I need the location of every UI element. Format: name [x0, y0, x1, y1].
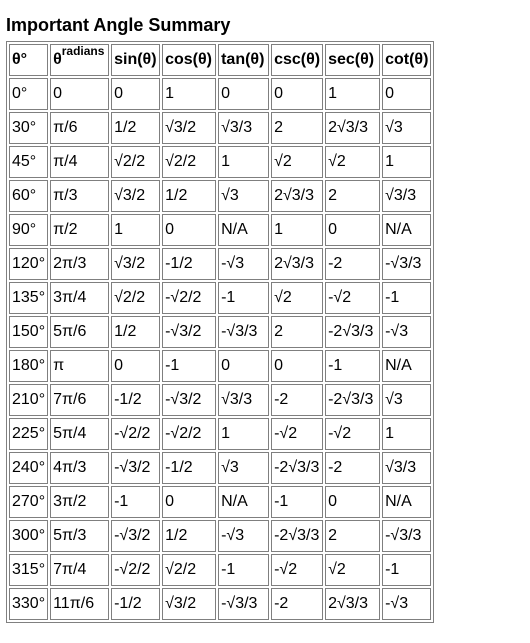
- table-row: [9, 520, 431, 552]
- table-row: [9, 282, 431, 314]
- cos-cell: -√2/2: [162, 282, 216, 314]
- tan-cell: √3: [218, 452, 269, 484]
- radians-cell: π/4: [50, 146, 109, 178]
- sec-cell: 2: [325, 520, 380, 552]
- cos-cell: √3/2: [162, 112, 216, 144]
- cos-cell: 1/2: [162, 180, 216, 212]
- header-tan: [218, 44, 269, 76]
- degrees-cell: 240°: [9, 452, 48, 484]
- cot-cell: 1: [382, 146, 431, 178]
- tan-cell: -1: [218, 282, 269, 314]
- sec-cell: 2: [325, 180, 380, 212]
- header-sin: [111, 44, 160, 76]
- header-label: sec(θ): [328, 51, 375, 68]
- sin-cell: -√3/2: [111, 452, 160, 484]
- cos-cell: -√2/2: [162, 418, 216, 450]
- sec-cell: 2√3/3: [325, 588, 380, 620]
- cos-cell: √2/2: [162, 554, 216, 586]
- csc-cell: -2√3/3: [271, 452, 323, 484]
- degrees-cell: 210°: [9, 384, 48, 416]
- header-radians: [50, 44, 109, 76]
- table-row: [9, 350, 431, 382]
- table-row: [9, 112, 431, 144]
- sec-cell: -2√3/3: [325, 384, 380, 416]
- cot-cell: -1: [382, 282, 431, 314]
- csc-cell: 2√3/3: [271, 248, 323, 280]
- csc-cell: -√2: [271, 554, 323, 586]
- radians-cell: π/6: [50, 112, 109, 144]
- tan-cell: -√3/3: [218, 316, 269, 348]
- tan-cell: √3/3: [218, 384, 269, 416]
- degrees-cell: 60°: [9, 180, 48, 212]
- sin-cell: 1: [111, 214, 160, 246]
- cos-cell: 1: [162, 78, 216, 110]
- csc-cell: -2√3/3: [271, 520, 323, 552]
- degrees-cell: 0°: [9, 78, 48, 110]
- tan-cell: -1: [218, 554, 269, 586]
- cos-cell: 1/2: [162, 520, 216, 552]
- cot-cell: -√3/3: [382, 520, 431, 552]
- radians-cell: 7π/4: [50, 554, 109, 586]
- cot-cell: 0: [382, 78, 431, 110]
- sin-cell: 1/2: [111, 316, 160, 348]
- csc-cell: 0: [271, 78, 323, 110]
- sec-cell: -2: [325, 452, 380, 484]
- sin-cell: -1/2: [111, 384, 160, 416]
- cos-cell: 0: [162, 486, 216, 518]
- sin-cell: -1: [111, 486, 160, 518]
- csc-cell: 1: [271, 214, 323, 246]
- cot-cell: -√3: [382, 316, 431, 348]
- radians-cell: π/3: [50, 180, 109, 212]
- csc-cell: √2: [271, 146, 323, 178]
- sec-cell: -2: [325, 248, 380, 280]
- angle-summary-table: [6, 41, 434, 623]
- sin-cell: -√2/2: [111, 554, 160, 586]
- degrees-cell: 30°: [9, 112, 48, 144]
- degrees-cell: 180°: [9, 350, 48, 382]
- tan-cell: -√3/3: [218, 588, 269, 620]
- sin-cell: 1/2: [111, 112, 160, 144]
- sec-cell: -1: [325, 350, 380, 382]
- radians-cell: 7π/6: [50, 384, 109, 416]
- header-cos: [162, 44, 216, 76]
- tan-cell: -√3: [218, 248, 269, 280]
- header-csc: [271, 44, 323, 76]
- radians-cell: 5π/3: [50, 520, 109, 552]
- cot-cell: -√3/3: [382, 248, 431, 280]
- tan-cell: 1: [218, 146, 269, 178]
- header-superscript: radians: [61, 44, 105, 58]
- cot-cell: -√3: [382, 588, 431, 620]
- degrees-cell: 135°: [9, 282, 48, 314]
- cos-cell: -√3/2: [162, 316, 216, 348]
- tan-cell: 1: [218, 418, 269, 450]
- sec-cell: 2√3/3: [325, 112, 380, 144]
- sin-cell: -1/2: [111, 588, 160, 620]
- radians-cell: 3π/4: [50, 282, 109, 314]
- radians-cell: 3π/2: [50, 486, 109, 518]
- header-label: tan(θ): [221, 51, 265, 68]
- radians-cell: 5π/6: [50, 316, 109, 348]
- header-row: [9, 44, 431, 76]
- degrees-cell: 225°: [9, 418, 48, 450]
- table-row: [9, 486, 431, 518]
- radians-cell: π/2: [50, 214, 109, 246]
- header-label: cot(θ): [385, 51, 429, 68]
- cos-cell: 0: [162, 214, 216, 246]
- cot-cell: √3/3: [382, 180, 431, 212]
- degrees-cell: 150°: [9, 316, 48, 348]
- degrees-cell: 330°: [9, 588, 48, 620]
- cos-cell: -√3/2: [162, 384, 216, 416]
- sin-cell: √3/2: [111, 180, 160, 212]
- csc-cell: -2: [271, 588, 323, 620]
- sec-cell: -√2: [325, 282, 380, 314]
- sin-cell: 0: [111, 78, 160, 110]
- csc-cell: 0: [271, 350, 323, 382]
- table-body: [9, 78, 431, 620]
- csc-cell: -√2: [271, 418, 323, 450]
- cos-cell: √3/2: [162, 588, 216, 620]
- cot-cell: -1: [382, 554, 431, 586]
- sec-cell: -√2: [325, 418, 380, 450]
- sin-cell: -√3/2: [111, 520, 160, 552]
- table-row: [9, 384, 431, 416]
- sin-cell: 0: [111, 350, 160, 382]
- sin-cell: -√2/2: [111, 418, 160, 450]
- cos-cell: -1/2: [162, 248, 216, 280]
- degrees-cell: 90°: [9, 214, 48, 246]
- table-row: [9, 588, 431, 620]
- header-label: sin(θ): [114, 51, 157, 68]
- sin-cell: √2/2: [111, 146, 160, 178]
- sec-cell: 0: [325, 486, 380, 518]
- table-row: [9, 78, 431, 110]
- header-degrees: [9, 44, 48, 76]
- radians-cell: 5π/4: [50, 418, 109, 450]
- sec-cell: √2: [325, 554, 380, 586]
- table-row: [9, 214, 431, 246]
- csc-cell: 2: [271, 316, 323, 348]
- sec-cell: -2√3/3: [325, 316, 380, 348]
- header-label: θ: [53, 51, 62, 68]
- table-row: [9, 554, 431, 586]
- csc-cell: -1: [271, 486, 323, 518]
- sec-cell: 0: [325, 214, 380, 246]
- cos-cell: -1/2: [162, 452, 216, 484]
- radians-cell: 4π/3: [50, 452, 109, 484]
- cot-cell: 1: [382, 418, 431, 450]
- sin-cell: √2/2: [111, 282, 160, 314]
- header-label: θ°: [12, 51, 28, 68]
- cot-cell: √3/3: [382, 452, 431, 484]
- table-row: [9, 180, 431, 212]
- csc-cell: 2: [271, 112, 323, 144]
- tan-cell: N/A: [218, 214, 269, 246]
- degrees-cell: 45°: [9, 146, 48, 178]
- csc-cell: 2√3/3: [271, 180, 323, 212]
- sin-cell: √3/2: [111, 248, 160, 280]
- cos-cell: √2/2: [162, 146, 216, 178]
- sec-cell: √2: [325, 146, 380, 178]
- table-row: [9, 316, 431, 348]
- sec-cell: 1: [325, 78, 380, 110]
- header-label: csc(θ): [274, 51, 321, 68]
- tan-cell: √3: [218, 180, 269, 212]
- tan-cell: √3/3: [218, 112, 269, 144]
- tan-cell: 0: [218, 350, 269, 382]
- degrees-cell: 270°: [9, 486, 48, 518]
- table-row: [9, 146, 431, 178]
- radians-cell: π: [50, 350, 109, 382]
- tan-cell: 0: [218, 78, 269, 110]
- cot-cell: N/A: [382, 214, 431, 246]
- degrees-cell: 120°: [9, 248, 48, 280]
- cot-cell: √3: [382, 384, 431, 416]
- radians-cell: 2π/3: [50, 248, 109, 280]
- csc-cell: √2: [271, 282, 323, 314]
- table-row: [9, 452, 431, 484]
- tan-cell: -√3: [218, 520, 269, 552]
- tan-cell: N/A: [218, 486, 269, 518]
- header-sec: [325, 44, 380, 76]
- header-label: cos(θ): [165, 51, 212, 68]
- radians-cell: 11π/6: [50, 588, 109, 620]
- csc-cell: -2: [271, 384, 323, 416]
- cot-cell: √3: [382, 112, 431, 144]
- cot-cell: N/A: [382, 486, 431, 518]
- degrees-cell: 315°: [9, 554, 48, 586]
- degrees-cell: 300°: [9, 520, 48, 552]
- page-title: Important Angle Summary: [6, 15, 231, 35]
- cot-cell: N/A: [382, 350, 431, 382]
- cos-cell: -1: [162, 350, 216, 382]
- header-cot: [382, 44, 431, 76]
- radians-cell: 0: [50, 78, 109, 110]
- table-row: [9, 418, 431, 450]
- table-row: [9, 248, 431, 280]
